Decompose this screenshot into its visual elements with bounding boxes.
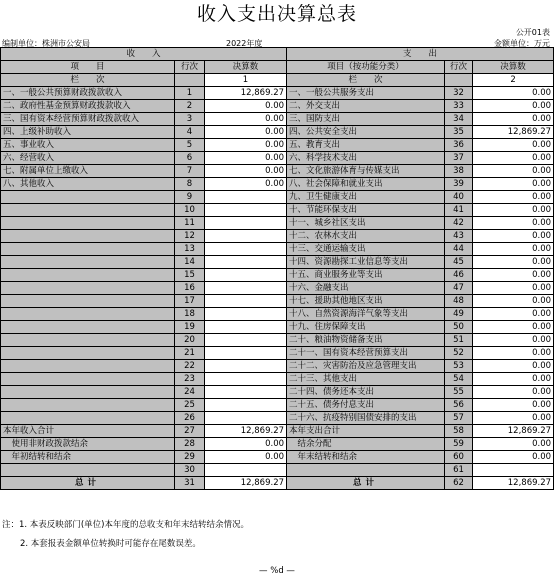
income-row-number: 10 xyxy=(175,204,205,217)
income-amount xyxy=(205,308,287,321)
expense-item: 十七、援助其他地区支出 xyxy=(287,295,445,308)
income-row-number: 9 xyxy=(175,191,205,204)
income-row-number: 22 xyxy=(175,360,205,373)
income-section-header: 收 入 xyxy=(1,48,287,61)
expense-row-number: 60 xyxy=(445,451,473,464)
income-amount: 0.00 xyxy=(205,178,287,191)
income-rowno-header: 行次 xyxy=(175,61,205,74)
expense-item: 十八、自然资源海洋气象等支出 xyxy=(287,308,445,321)
income-amount xyxy=(205,243,287,256)
expense-item: 十二、农林水支出 xyxy=(287,230,445,243)
table-row xyxy=(1,152,554,165)
expense-row-number: 46 xyxy=(445,269,473,282)
income-amount: 0.00 xyxy=(205,126,287,139)
table-row xyxy=(1,386,554,399)
table-row xyxy=(1,178,554,191)
expense-amount: 0.00 xyxy=(473,386,554,399)
expense-item: 六、科学技术支出 xyxy=(287,152,445,165)
form-number: 公开01表 xyxy=(515,28,550,37)
income-amount xyxy=(205,217,287,230)
table-row xyxy=(1,217,554,230)
income-item xyxy=(1,217,175,230)
money-unit: 金额单位：万元 xyxy=(494,39,550,48)
expense-row-number: 32 xyxy=(445,87,473,100)
income-item: 本年收入合计 xyxy=(1,425,175,438)
expense-row-number: 58 xyxy=(445,425,473,438)
expense-item: 总计 xyxy=(287,477,445,490)
expense-amount: 0.00 xyxy=(473,191,554,204)
income-item: 使用非财政拨款结余 xyxy=(1,438,175,451)
expense-amount: 0.00 xyxy=(473,334,554,347)
note-2: 2. 本套报表金额单位转换时可能存在尾数误差。 xyxy=(20,539,201,549)
table-row xyxy=(1,425,554,438)
income-item xyxy=(1,308,175,321)
expense-item: 十五、商业服务业等支出 xyxy=(287,269,445,282)
expense-row-number: 55 xyxy=(445,386,473,399)
income-item: 一、一般公共预算财政拨款收入 xyxy=(1,87,175,100)
expense-item: 十三、交通运输支出 xyxy=(287,243,445,256)
expense-row-number: 57 xyxy=(445,412,473,425)
report-title: 收入支出决算总表 xyxy=(196,3,357,25)
expense-column-label: 栏 次 xyxy=(287,74,445,87)
income-item xyxy=(1,347,175,360)
income-item xyxy=(1,191,175,204)
income-row-number: 3 xyxy=(175,113,205,126)
expense-row-number: 33 xyxy=(445,100,473,113)
expense-amount: 0.00 xyxy=(473,243,554,256)
table-row xyxy=(1,165,554,178)
expense-row-number: 45 xyxy=(445,256,473,269)
income-budget-header: 决算数 xyxy=(205,61,287,74)
table-row xyxy=(1,204,554,217)
expense-amount: 0.00 xyxy=(473,139,554,152)
income-row-number: 19 xyxy=(175,321,205,334)
expense-item: 三、国防支出 xyxy=(287,113,445,126)
income-row-number: 12 xyxy=(175,230,205,243)
income-row-number: 26 xyxy=(175,412,205,425)
income-row-number: 6 xyxy=(175,152,205,165)
table-row xyxy=(1,126,554,139)
income-row-number: 8 xyxy=(175,178,205,191)
expense-item: 五、教育支出 xyxy=(287,139,445,152)
page-number: — %d — xyxy=(259,566,295,576)
income-item xyxy=(1,282,175,295)
expense-item: 二十五、债务付息支出 xyxy=(287,399,445,412)
income-item: 五、事业收入 xyxy=(1,139,175,152)
expense-row-number: 44 xyxy=(445,243,473,256)
income-amount xyxy=(205,334,287,347)
income-amount: 0.00 xyxy=(205,438,287,451)
income-expense-table xyxy=(0,47,554,490)
income-item xyxy=(1,321,175,334)
header-row-columns xyxy=(1,61,554,74)
income-item: 六、经营收入 xyxy=(1,152,175,165)
expense-amount: 0.00 xyxy=(473,438,554,451)
income-amount xyxy=(205,373,287,386)
table-row xyxy=(1,139,554,152)
expense-row-number: 36 xyxy=(445,139,473,152)
expense-item: 二十四、债务还本支出 xyxy=(287,386,445,399)
expense-amount: 0.00 xyxy=(473,269,554,282)
expense-item: 二、外交支出 xyxy=(287,100,445,113)
expense-amount: 0.00 xyxy=(473,256,554,269)
income-row-number: 15 xyxy=(175,269,205,282)
expense-amount: 0.00 xyxy=(473,152,554,165)
income-row-number: 18 xyxy=(175,308,205,321)
expense-item: 二十二、灾害防治及应急管理支出 xyxy=(287,360,445,373)
income-item-header: 项 目 xyxy=(1,61,175,74)
expense-item: 二十一、国有资本经营预算支出 xyxy=(287,347,445,360)
income-item xyxy=(1,464,175,477)
expense-amount: 0.00 xyxy=(473,451,554,464)
income-item xyxy=(1,399,175,412)
expense-row-number: 37 xyxy=(445,152,473,165)
income-item: 八、其他收入 xyxy=(1,178,175,191)
income-amount xyxy=(205,386,287,399)
expense-amount xyxy=(473,464,554,477)
expense-item: 二十三、其他支出 xyxy=(287,373,445,386)
expense-row-number: 61 xyxy=(445,464,473,477)
income-amount: 12,869.27 xyxy=(205,87,287,100)
income-amount xyxy=(205,360,287,373)
expense-amount: 0.00 xyxy=(473,295,554,308)
expense-section-header: 支 出 xyxy=(287,48,554,61)
income-row-number: 30 xyxy=(175,464,205,477)
income-row-number: 25 xyxy=(175,399,205,412)
income-amount: 12,869.27 xyxy=(205,425,287,438)
income-row-number: 13 xyxy=(175,243,205,256)
income-amount xyxy=(205,464,287,477)
table-row xyxy=(1,412,554,425)
income-item xyxy=(1,373,175,386)
income-amount xyxy=(205,191,287,204)
table-row xyxy=(1,438,554,451)
table-row xyxy=(1,347,554,360)
income-item xyxy=(1,360,175,373)
expense-row-number: 47 xyxy=(445,282,473,295)
expense-amount: 0.00 xyxy=(473,165,554,178)
income-item: 四、上级补助收入 xyxy=(1,126,175,139)
table-row xyxy=(1,295,554,308)
expense-item: 二十六、抗疫特别国债安排的支出 xyxy=(287,412,445,425)
expense-row-number: 48 xyxy=(445,295,473,308)
expense-row-number: 54 xyxy=(445,373,473,386)
expense-amount: 12,869.27 xyxy=(473,425,554,438)
table-row xyxy=(1,399,554,412)
expense-item: 一、一般公共服务支出 xyxy=(287,87,445,100)
expense-row-number: 52 xyxy=(445,347,473,360)
income-row-number: 29 xyxy=(175,451,205,464)
income-row-number: 11 xyxy=(175,217,205,230)
expense-budget-header: 决算数 xyxy=(473,61,554,74)
expense-item: 年末结转和结余 xyxy=(287,451,445,464)
income-column-label: 栏 次 xyxy=(1,74,175,87)
expense-item: 二十、粮油物资储备支出 xyxy=(287,334,445,347)
expense-amount: 0.00 xyxy=(473,373,554,386)
expense-amount: 0.00 xyxy=(473,321,554,334)
income-row-number: 4 xyxy=(175,126,205,139)
table-row xyxy=(1,100,554,113)
income-row-number: 2 xyxy=(175,100,205,113)
expense-row-number: 51 xyxy=(445,334,473,347)
income-item: 三、国有资本经营预算财政拨款收入 xyxy=(1,113,175,126)
expense-row-number: 40 xyxy=(445,191,473,204)
income-amount xyxy=(205,230,287,243)
income-row-number: 31 xyxy=(175,477,205,490)
expense-amount: 0.00 xyxy=(473,399,554,412)
income-amount xyxy=(205,204,287,217)
expense-amount: 0.00 xyxy=(473,113,554,126)
income-amount xyxy=(205,282,287,295)
income-amount: 0.00 xyxy=(205,113,287,126)
income-item xyxy=(1,295,175,308)
grand-total-row xyxy=(1,477,554,490)
expense-row-number: 34 xyxy=(445,113,473,126)
expense-amount: 0.00 xyxy=(473,178,554,191)
income-row-number: 24 xyxy=(175,386,205,399)
note-1: 注：1. 本表反映部门(单位)本年度的总收支和年末结转结余情况。 xyxy=(2,520,249,530)
income-item xyxy=(1,256,175,269)
expense-item: 十、节能环保支出 xyxy=(287,204,445,217)
income-amount xyxy=(205,347,287,360)
table-row xyxy=(1,360,554,373)
expense-amount: 0.00 xyxy=(473,100,554,113)
income-item xyxy=(1,243,175,256)
expense-row-number: 50 xyxy=(445,321,473,334)
table-row xyxy=(1,451,554,464)
income-item xyxy=(1,386,175,399)
income-row-number: 23 xyxy=(175,373,205,386)
income-item: 总计 xyxy=(1,477,175,490)
income-amount xyxy=(205,269,287,282)
expense-item: 四、公共安全支出 xyxy=(287,126,445,139)
table-row xyxy=(1,464,554,477)
expense-amount: 0.00 xyxy=(473,360,554,373)
table-row xyxy=(1,256,554,269)
expense-item: 本年支出合计 xyxy=(287,425,445,438)
expense-row-number: 62 xyxy=(445,477,473,490)
income-row-number: 1 xyxy=(175,87,205,100)
income-row-number: 14 xyxy=(175,256,205,269)
income-item xyxy=(1,334,175,347)
expense-item xyxy=(287,464,445,477)
header-row-column-index xyxy=(1,74,554,87)
table-row xyxy=(1,87,554,100)
table-row xyxy=(1,230,554,243)
expense-item: 八、社会保障和就业支出 xyxy=(287,178,445,191)
expense-amount: 0.00 xyxy=(473,308,554,321)
expense-item: 九、卫生健康支出 xyxy=(287,191,445,204)
income-row-number: 27 xyxy=(175,425,205,438)
income-row-number: 17 xyxy=(175,295,205,308)
income-row-number: 20 xyxy=(175,334,205,347)
expense-amount: 0.00 xyxy=(473,347,554,360)
income-amount: 0.00 xyxy=(205,451,287,464)
expense-amount: 0.00 xyxy=(473,230,554,243)
income-item xyxy=(1,230,175,243)
expense-row-number: 49 xyxy=(445,308,473,321)
income-row-number: 7 xyxy=(175,165,205,178)
table-row xyxy=(1,191,554,204)
expense-row-number: 59 xyxy=(445,438,473,451)
income-amount: 0.00 xyxy=(205,139,287,152)
expense-amount: 0.00 xyxy=(473,282,554,295)
table-row xyxy=(1,243,554,256)
expense-column-number: 2 xyxy=(473,74,554,87)
expense-amount: 0.00 xyxy=(473,217,554,230)
income-row-number: 21 xyxy=(175,347,205,360)
expense-amount: 0.00 xyxy=(473,87,554,100)
table-row xyxy=(1,373,554,386)
header-row-section xyxy=(1,48,554,61)
expense-row-number: 43 xyxy=(445,230,473,243)
expense-item-header: 项目（按功能分类） xyxy=(287,61,445,74)
income-amount: 0.00 xyxy=(205,152,287,165)
income-item xyxy=(1,269,175,282)
income-amount xyxy=(205,399,287,412)
income-amount xyxy=(205,256,287,269)
expense-row-number: 42 xyxy=(445,217,473,230)
expense-amount: 12,869.27 xyxy=(473,126,554,139)
expense-amount: 0.00 xyxy=(473,412,554,425)
income-amount xyxy=(205,321,287,334)
expense-row-number: 39 xyxy=(445,178,473,191)
income-amount xyxy=(205,295,287,308)
expense-row-number: 35 xyxy=(445,126,473,139)
expense-amount: 12,869.27 xyxy=(473,477,554,490)
income-row-number: 28 xyxy=(175,438,205,451)
income-amount: 0.00 xyxy=(205,165,287,178)
income-item: 二、政府性基金预算财政拨款收入 xyxy=(1,100,175,113)
fiscal-year: 2022年度 xyxy=(226,39,263,48)
income-column-blank xyxy=(175,74,205,87)
table-row xyxy=(1,308,554,321)
income-row-number: 16 xyxy=(175,282,205,295)
table-row xyxy=(1,269,554,282)
table-row xyxy=(1,321,554,334)
expense-item: 十九、住房保障支出 xyxy=(287,321,445,334)
expense-item: 七、文化旅游体育与传媒支出 xyxy=(287,165,445,178)
expense-item: 结余分配 xyxy=(287,438,445,451)
income-item xyxy=(1,204,175,217)
income-item xyxy=(1,412,175,425)
expense-row-number: 53 xyxy=(445,360,473,373)
table-row xyxy=(1,113,554,126)
table-row xyxy=(1,282,554,295)
income-column-number: 1 xyxy=(205,74,287,87)
income-amount: 0.00 xyxy=(205,100,287,113)
income-row-number: 5 xyxy=(175,139,205,152)
expense-column-blank xyxy=(445,74,473,87)
expense-item: 十一、城乡社区支出 xyxy=(287,217,445,230)
table-row xyxy=(1,334,554,347)
income-amount: 12,869.27 xyxy=(205,477,287,490)
expense-row-number: 38 xyxy=(445,165,473,178)
income-item: 年初结转和结余 xyxy=(1,451,175,464)
expense-row-number: 41 xyxy=(445,204,473,217)
income-amount xyxy=(205,412,287,425)
expense-item: 十四、资源勘探工业信息等支出 xyxy=(287,256,445,269)
expense-item: 十六、金融支出 xyxy=(287,282,445,295)
expense-row-number: 56 xyxy=(445,399,473,412)
income-item: 七、附属单位上缴收入 xyxy=(1,165,175,178)
expense-rowno-header: 行次 xyxy=(445,61,473,74)
reporting-unit: 编制单位：株洲市公安局 xyxy=(2,39,90,48)
expense-amount: 0.00 xyxy=(473,204,554,217)
